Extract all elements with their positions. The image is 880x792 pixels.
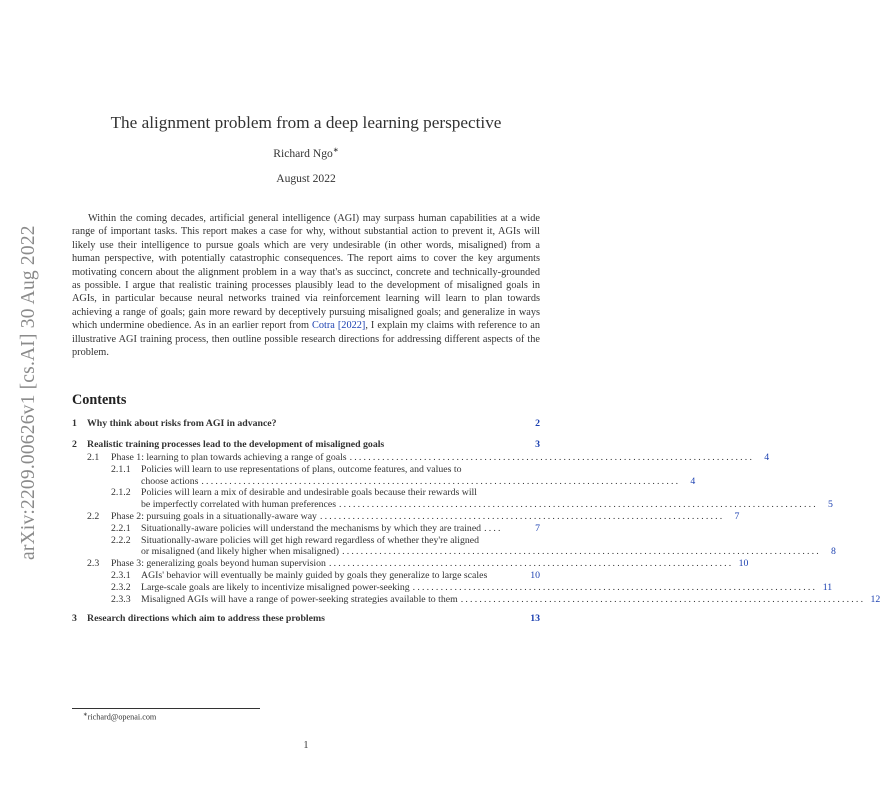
toc-page-link[interactable]: 10	[738, 558, 749, 570]
toc-page-link[interactable]: 4	[764, 452, 770, 463]
citation-link[interactable]: Cotra [2022]	[312, 320, 366, 332]
arxiv-identifier: arXiv:2209.00626v1 [cs.AI] 30 Aug 2022	[18, 225, 39, 560]
abstract-text-part1: Within the coming decades, artificial general intelligence (AGI) may surpass human capabilities at a wide range of important tasks. This report makes a case for why, without substantial action to prevent it, AGIs will likely use their intelligence to pursue goals which are very undesirable (in other words, misaligned) from a human perspective, with potentially catastrophic consequences. The report aims to cover the key arguments motivating concern about the alignment problem in a way that's as succinct, concrete and technically-grounded as possible. I argue that realistic training processes plausibly lead to the development of misaligned goals in AGIs, in particular because neural networks trained via reinforcement learning will learn to plan towards achieving a range of goals; gain more reward by deceptively pursuing misaligned goals; and generalize in ways which undermine obedience. As in an earlier report from	[72, 213, 540, 332]
paper-date: August 2022	[276, 172, 336, 185]
toc-number: 2.2	[87, 510, 100, 522]
toc-page-link[interactable]: 11	[822, 581, 833, 593]
toc-dot-leader: .......................................................................................	[349, 452, 755, 463]
toc-entry-2-2-2[interactable]	[72, 535, 540, 547]
toc-number: 2.1.2	[111, 487, 131, 499]
toc-number: 2.3.2	[111, 581, 131, 593]
toc-dot-leader: .......................................................................................................	[201, 475, 681, 487]
toc-page-link[interactable]: 12	[870, 593, 880, 605]
toc-dot-leader: ....	[484, 522, 503, 534]
toc-label: Research directions which aim to address these problems	[87, 613, 325, 625]
toc-label: Phase 1: learning to plan towards achieving a range of goals	[111, 452, 347, 463]
toc-entry-2-1-1[interactable]	[72, 464, 540, 476]
toc-label: Large-scale goals are likely to incentivize misaligned power-seeking	[141, 581, 410, 593]
toc-dot-leader: .......................................................................................................	[342, 546, 821, 558]
toc-label: Phase 2: pursuing goals in a situationally-aware way	[111, 510, 317, 522]
toc-dot-leader: .......................................................................................	[460, 593, 866, 605]
toc-label: Misaligned AGIs will have a range of power-seeking strategies available to them	[141, 593, 458, 605]
toc-number: 2.3.1	[111, 569, 131, 581]
author-line	[0, 146, 612, 160]
author-footnote-mark[interactable]: ∗	[332, 146, 339, 154]
toc-number: 2	[72, 439, 77, 450]
toc-number: 2.2.1	[111, 522, 131, 534]
toc-label: Policies will learn a mix of desirable and undesirable goals because their rewards will	[141, 487, 477, 499]
toc-label: AGIs' behavior will eventually be mainly guided by goals they generalize to large scales	[141, 569, 488, 581]
toc-page-link[interactable]: 13	[530, 613, 540, 625]
toc-label-continuation: choose actions	[141, 475, 199, 487]
toc-label: Policies will learn to use representations of plans, outcome features, and values to	[141, 463, 462, 475]
toc-entry-2-2[interactable]	[72, 510, 740, 523]
toc-number: 3	[72, 613, 77, 625]
page-number: 1	[303, 740, 309, 751]
toc-entry-2-1-2[interactable]	[72, 487, 540, 499]
toc-number: 2.2.2	[111, 534, 131, 546]
contents-heading: Contents	[72, 392, 127, 408]
toc-page-link[interactable]: 10	[530, 569, 540, 581]
toc-dot-leader: .......................................................................................	[319, 510, 725, 522]
toc-entry-2-3-1[interactable]	[72, 570, 540, 582]
toc-entry-2-3-3[interactable]	[72, 593, 880, 606]
toc-label: Realistic training processes lead to the development of misaligned goals	[87, 439, 385, 450]
toc-label-continuation: be imperfectly correlated with human preferences	[141, 499, 337, 511]
toc-entry-2-1[interactable]	[72, 452, 770, 464]
toc-entry-2-2-2-continuation[interactable]	[72, 546, 836, 558]
toc-entry-2-3[interactable]	[72, 558, 749, 570]
abstract	[72, 212, 540, 359]
toc-number: 1	[72, 418, 77, 429]
toc-entry-2-1-2-continuation[interactable]	[72, 499, 833, 511]
toc-page-link[interactable]: 7	[535, 522, 540, 534]
table-of-contents	[72, 418, 880, 626]
toc-label: Phase 3: generalizing goals beyond human supervision	[111, 558, 326, 570]
footnote-mark: ∗	[83, 712, 88, 718]
toc-label: Why think about risks from AGI in advance?	[87, 418, 277, 429]
toc-number: 2.3.3	[111, 593, 131, 605]
toc-number: 2.3	[87, 558, 100, 570]
toc-page-link[interactable]: 8	[831, 546, 836, 558]
paper-title: The alignment problem from a deep learning perspective	[110, 113, 502, 132]
toc-entry-2[interactable]	[72, 439, 540, 452]
toc-page-link[interactable]: 7	[734, 510, 740, 522]
abstract-text-part2: , I explain my claims with reference to an illustrative AGI training process, then outline possible research directions for addressing different aspects of the problem.	[72, 320, 540, 359]
toc-page-link[interactable]: 4	[690, 475, 696, 487]
toc-number: 2.1	[87, 452, 100, 463]
toc-page-link[interactable]: 5	[828, 499, 833, 511]
footnote	[83, 712, 156, 722]
toc-entry-1[interactable]	[72, 418, 540, 431]
toc-dot-leader: .......................................................................................	[328, 558, 734, 570]
toc-dot-leader: .......................................................................................	[412, 581, 818, 593]
author-email: richard@openai.com	[87, 712, 157, 722]
toc-number: 2.1.1	[111, 463, 131, 475]
toc-dot-leader: .......................................................................................................	[339, 499, 818, 511]
toc-page-link[interactable]: 3	[535, 439, 540, 450]
toc-label: Situationally-aware policies will get high reward regardless of whether they're aligned	[141, 534, 480, 546]
toc-label: Situationally-aware policies will understand the mechanisms by which they are trained	[141, 522, 482, 534]
toc-entry-3[interactable]	[72, 613, 540, 626]
author-name: Richard Ngo	[273, 146, 333, 160]
toc-label-continuation: or misaligned (and likely higher when misaligned)	[141, 546, 340, 558]
toc-entry-2-2-1[interactable]	[72, 523, 540, 535]
toc-entry-2-3-2[interactable]	[72, 581, 833, 594]
toc-page-link[interactable]: 2	[535, 418, 540, 429]
footnote-rule	[72, 708, 260, 709]
toc-entry-2-1-1-continuation[interactable]	[72, 475, 696, 488]
